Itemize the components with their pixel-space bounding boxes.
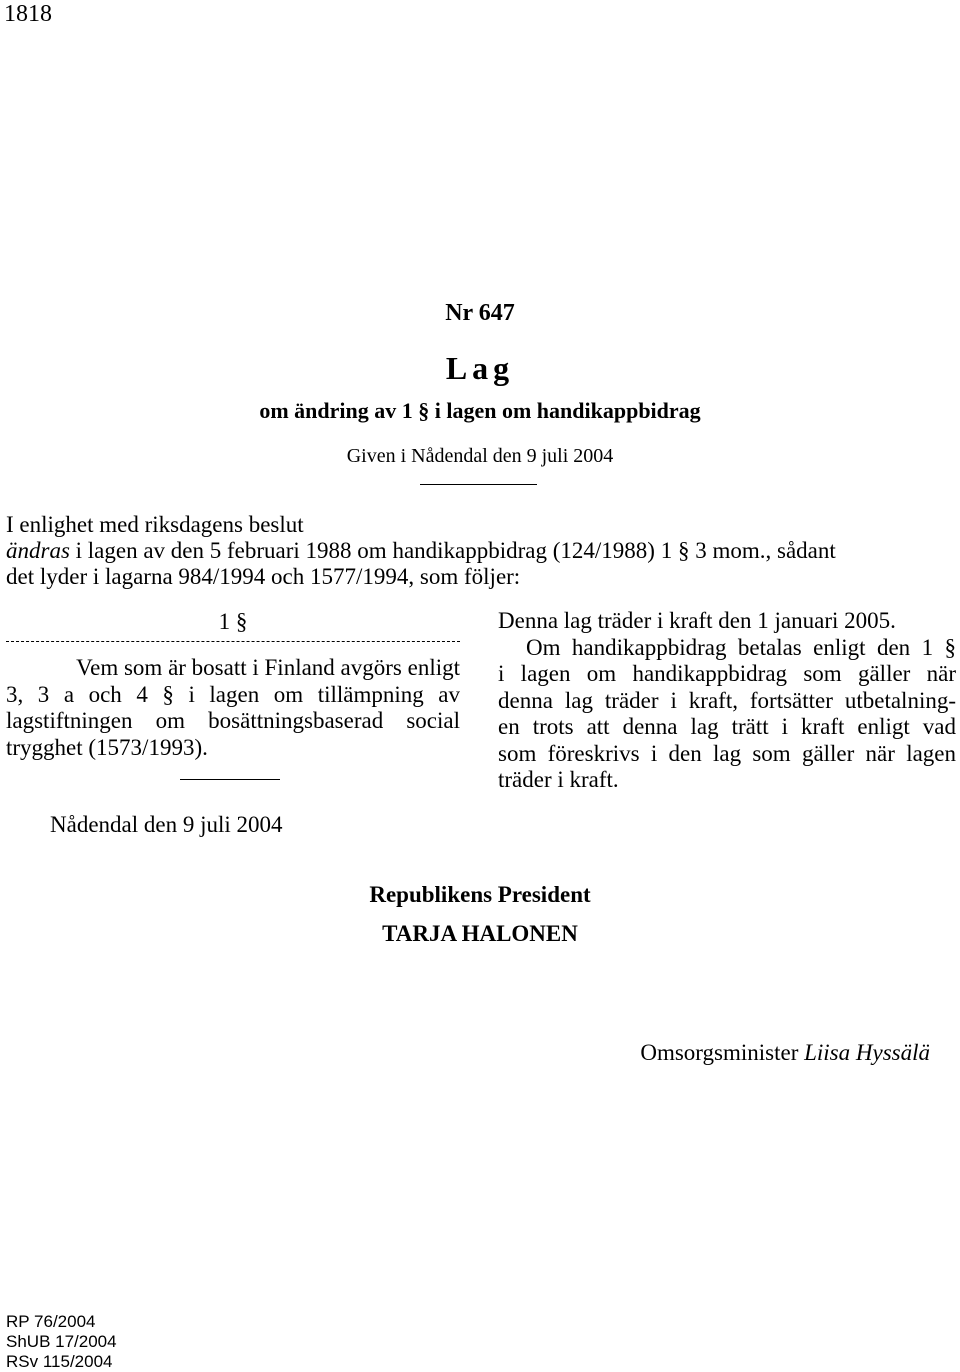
section-body-line: trygghet (1573/1993). (6, 734, 208, 760)
intro-line-3: det lyder i lagarna 984/1994 och 1577/1994, som följer: (6, 564, 521, 589)
entry-line: en trots att denna lag trätt i kraft enligt vad (498, 714, 956, 739)
president-name: TARJA HALONEN (382, 921, 578, 946)
intro-line-2 (6, 537, 836, 565)
section-body-line: 3, 3 a och 4 § i lagen om tillämpning av (6, 681, 460, 707)
entry-line: denna lag träder i kraft, fortsätter utbetalning- (498, 687, 956, 713)
intro-line-2-rest: i lagen av den 5 februari 1988 om handikappbidrag (124/1988) 1 § 3 mom., sådant (69, 538, 836, 563)
entry-line: Om handikappbidrag betalas enligt den 1 § (526, 634, 956, 660)
header-divider (420, 484, 537, 485)
intro-line-1: I enlighet med riksdagens beslut (6, 512, 304, 537)
reference-rp: RP 76/2004 (6, 1312, 96, 1331)
entry-line: i lagen om handikappbidrag som gäller när (498, 661, 956, 686)
entry-line: som föreskrivs i den lag som gäller när lagen (498, 740, 956, 766)
section-heading: 1 § (218, 609, 248, 634)
page-number: 1818 (4, 1, 52, 27)
intro-emphasis: ändras (6, 538, 70, 563)
entry-line: träder i kraft. (498, 767, 619, 792)
law-number: Nr 647 (445, 300, 515, 326)
minister-name: Liisa Hyssälä (804, 1040, 930, 1065)
place-date: Nådendal den 9 juli 2004 (50, 812, 283, 837)
president-title: Republikens President (369, 882, 591, 907)
reference-shub: ShUB 17/2004 (6, 1332, 117, 1351)
omission-dashes (6, 641, 460, 642)
entry-into-force (498, 608, 956, 794)
minister-signature (640, 1038, 930, 1068)
law-subtitle: om ändring av 1 § i lagen om handikappbidrag (259, 398, 701, 423)
minister-title: Omsorgsminister (640, 1040, 799, 1065)
given-date-line: Given i Nådendal den 9 juli 2004 (346, 445, 614, 467)
section-end-divider (180, 779, 280, 780)
law-title: Lag (445, 350, 515, 386)
entry-line: Denna lag träder i kraft den 1 januari 2005. (498, 608, 896, 633)
section-body-line: Vem som är bosatt i Finland avgörs enligt (76, 655, 460, 680)
reference-rsv: RSv 115/2004 (6, 1352, 113, 1371)
section-body-line: lagstiftningen om bosättningsbaserad social (6, 708, 460, 733)
section-body (6, 655, 460, 761)
